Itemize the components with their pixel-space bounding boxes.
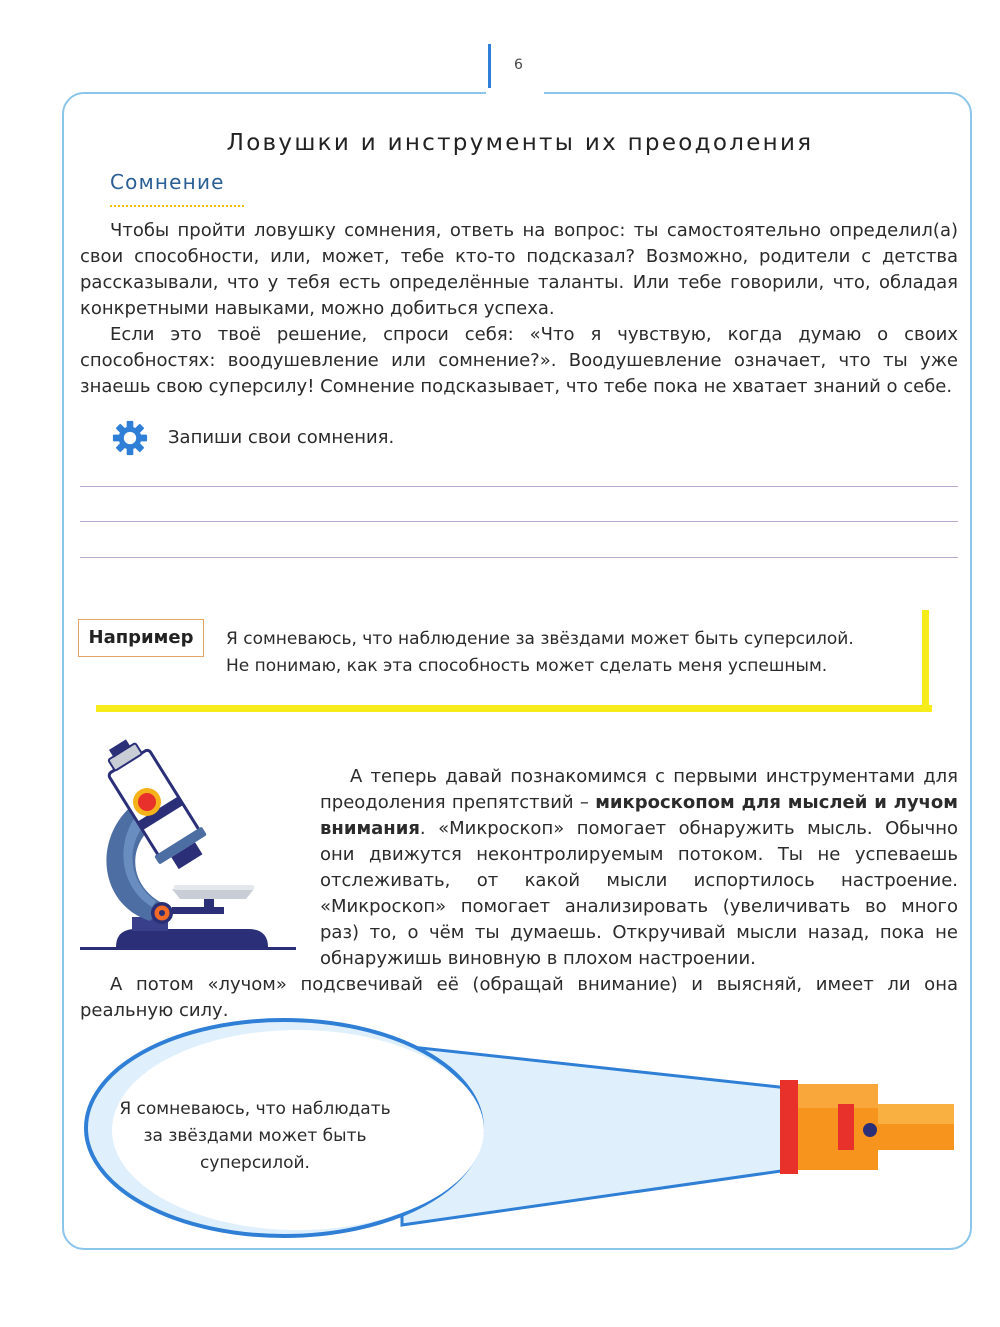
doubt-paragraph-1 (80, 218, 958, 322)
frame-gap (486, 88, 544, 96)
microscope-illustration (80, 735, 310, 960)
tools-paragraph-2-text: А потом «лучом» подсвечивай её (обращай внимание) и выясняй, имеет ли она реальную силу. (80, 974, 958, 1021)
flashlight-beam-text (105, 1096, 405, 1177)
task-instruction: Запиши свои сомнения. (168, 427, 395, 448)
flashlight-beam-line-1: Я сомневаюсь, что наблюдать (119, 1099, 391, 1119)
example-line-2: Не понимаю, как эта способность может сделать меня успешным. (226, 656, 828, 676)
doubt-paragraph-2-text: Если это твоё решение, спроси себя: «Что я чувствую, когда думаю о своих способностях: воодушевление или сомнение?». Воодушевление означает, что ты уже знаешь свою суперсилу! Сомнение подсказывает, что тебе пока не хватает знаний о себе. (80, 324, 958, 397)
page-title: Ловушки и инструменты их преодоления (226, 130, 814, 156)
tools-paragraph-start: А теперь давай познакомимся с первыми инструментами для преодоления препятствий – (320, 766, 958, 813)
section-subtitle: Сомнение (110, 170, 244, 207)
writing-line-3[interactable] (80, 557, 958, 558)
writing-line-2[interactable] (80, 521, 958, 522)
example-label: Например (78, 619, 204, 657)
doubt-paragraph-2 (80, 322, 958, 400)
tools-paragraph (320, 764, 958, 972)
example-line-1: Я сомневаюсь, что наблюдение за звёздами может быть суперсилой. (226, 629, 854, 649)
tools-paragraph-end: . «Микроскоп» помогает обнаружить мысль. Обычно они движутся неконтролируемым потоком. Ты не успеваешь отслеживать, от какой мысли испортилось настроение. «Микроскоп» помогает анализировать (увеличивать во много раз) то, о чём ты думаешь. Откручивай мысли назад, пока не обнаружишь виновную в плохом настроении. (320, 818, 958, 969)
writing-line-1[interactable] (80, 486, 958, 487)
example-yellow-bar-vertical (922, 610, 929, 712)
example-text (226, 626, 854, 680)
doubt-paragraph-1-text: Чтобы пройти ловушку сомнения, ответь на вопрос: ты самостоятельно определил(а) свои способности, или, может, тебе кто-то подсказал? Возможно, родители с детства рассказывали, что у тебя есть определённые таланты. Или тебе говорили, что, обладая конкретными навыками, можно добиться успеха. (80, 220, 958, 319)
gear-icon (111, 419, 149, 457)
example-yellow-bar-horizontal (96, 705, 932, 712)
flashlight-beam-line-2: за звёздами может быть суперсилой. (143, 1126, 367, 1173)
tools-paragraph-bold: микроскопом для мыслей и лучом внимания (320, 792, 958, 839)
page-number: 6 (514, 57, 523, 73)
